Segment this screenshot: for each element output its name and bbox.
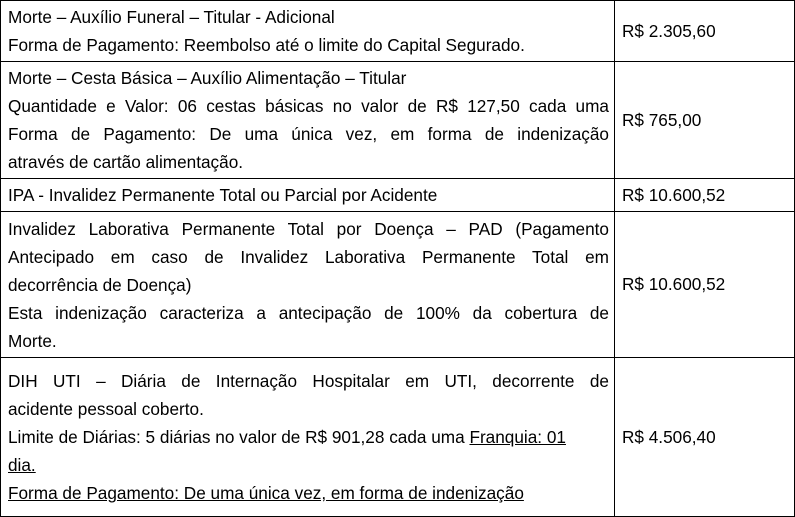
description-line: Forma de Pagamento: De uma única vez, em forma de indenização [8,483,524,503]
description-line: Forma de Pagamento: Reembolso até o limite do Capital Segurado. [8,35,525,55]
description-line: Antecipado em caso de Invalidez Laborativa Permanente Total em [8,246,609,267]
description-line: Morte. [8,330,57,351]
description-line: decorrência de Doença) [8,274,192,295]
coverage-value: R$ 2.305,60 [615,1,795,62]
description-line: dia. [8,455,36,475]
coverage-description [1,358,615,517]
coverage-description [1,62,615,179]
coverage-value: R$ 4.506,40 [615,358,795,517]
description-line: Morte – Auxílio Funeral – Titular - Adicional [8,7,335,27]
description-line: através de cartão alimentação. [8,152,244,172]
description-line: Quantidade e Valor: 06 cestas básicas no valor de R$ 127,50 cada uma [8,96,609,116]
description-line: IPA - Invalidez Permanente Total ou Parcial por Acidente [8,185,438,205]
daily-limit-text: Limite de Diárias: 5 diárias no valor de R$ 901,28 cada uma [8,427,470,447]
description-line: Esta indenização caracteriza a antecipação de 100% da cobertura de [8,302,609,323]
coverage-value: R$ 765,00 [615,62,795,179]
deductible-text: Franquia: 01 [469,427,566,447]
table-row [1,62,795,179]
description-line [8,423,609,451]
coverage-description [1,212,615,358]
description-line: DIH UTI – Diária de Internação Hospitalar em UTI, decorrente de [8,371,609,391]
description-line: Forma de Pagamento: De uma única vez, em forma de indenização [8,124,609,144]
description-line: Invalidez Laborativa Permanente Total por Doença – PAD (Pagamento [8,218,609,239]
coverage-value: R$ 10.600,52 [615,179,795,212]
description-line: Morte – Cesta Básica – Auxílio Alimentação – Titular [8,68,407,88]
table-row [1,1,795,62]
coverage-description [1,179,615,212]
coverage-value: R$ 10.600,52 [615,212,795,358]
table-row [1,212,795,358]
description-line: acidente pessoal coberto. [8,399,204,419]
table-row [1,179,795,212]
coverage-description [1,1,615,62]
table-row [1,358,795,517]
